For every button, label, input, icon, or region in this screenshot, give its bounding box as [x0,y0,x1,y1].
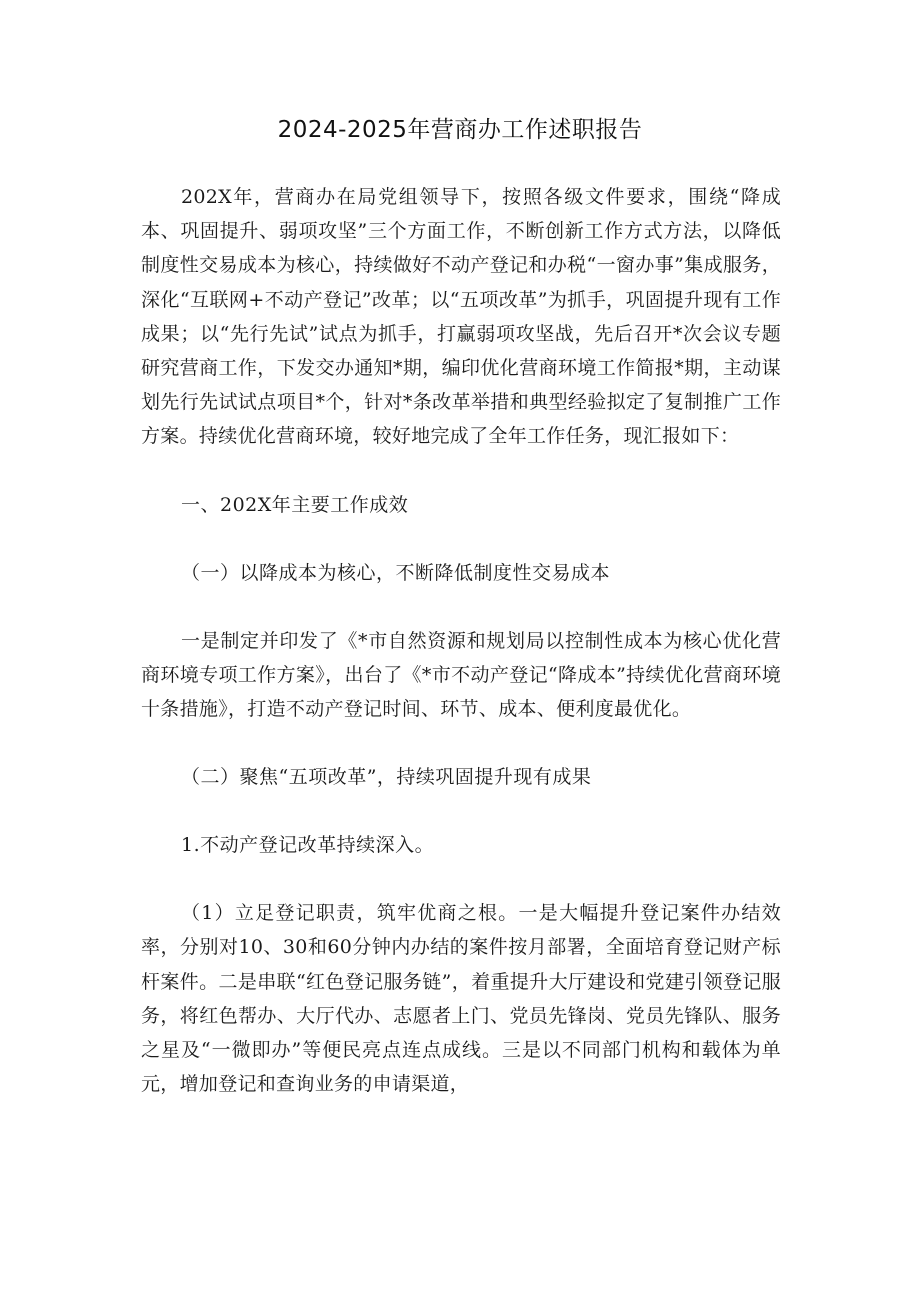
spacer [141,590,781,624]
spacer [141,522,781,556]
spacer [141,726,781,760]
subsection-paragraph-1: 一是制定并印发了《*市自然资源和规划局以控制性成本为核心优化营商环境专项工作方案》，出台了《*市不动产登记“降成本”持续优化营商环境十条措施》，打造不动产登记时间、环节、成本、便利度最优化。 [141,629,781,721]
spacer [141,454,781,488]
intro-paragraph: 202X年，营商办在局党组领导下，按照各级文件要求，围绕“降成本、巩固提升、弱项攻坚”三个方面工作，不断创新工作方式方法，以降低制度性交易成本为核心，持续做好不动产登记和办税“一窗办事”集成服务，深化“互联网+不动产登记”改革；以“五项改革”为抓手，巩固提升现有工作成果；以“先行先试”试点为抓手，打赢弱项攻坚战，先后召开*次会议专题研究营商工作，下发交办通知*期，编印优化营商环境工作简报*期，主动谋划先行先试试点项目*个，针对*条改革举措和典型经验拟定了复制推广工作方案。持续优化营商环境，较好地完成了全年工作任务，现汇报如下： [141,186,781,448]
spacer [141,794,781,828]
document-body [141,180,781,1101]
item-paragraph-1: （1）立足登记职责，筑牢优商之根。一是大幅提升登记案件办结效率，分别对10、30和60分钟内办结的案件按月部署，全面培育登记财产标杆案件。二是串联“红色登记服务链”，着重提升大厅建设和党建引领登记服务，将红色帮办、大厅代办、志愿者上门、党员先锋岗、党员先锋队、服务之星及“一微即办”等便民亮点连点成线。三是以不同部门机构和载体为单元，增加登记和查询业务的申请渠道， [141,902,781,1096]
document-title: 2024-2025年营商办工作述职报告 [277,117,643,143]
subsection-heading-2: （二）聚焦“五项改革”，持续巩固提升现有成果 [181,766,592,789]
item-heading-1: 1.不动产登记改革持续深入。 [181,834,435,857]
section-heading-1: 一、202X年主要工作成效 [181,493,409,516]
subsection-heading-1: （一）以降成本为核心，不断降低制度性交易成本 [181,561,611,584]
spacer [141,862,781,896]
